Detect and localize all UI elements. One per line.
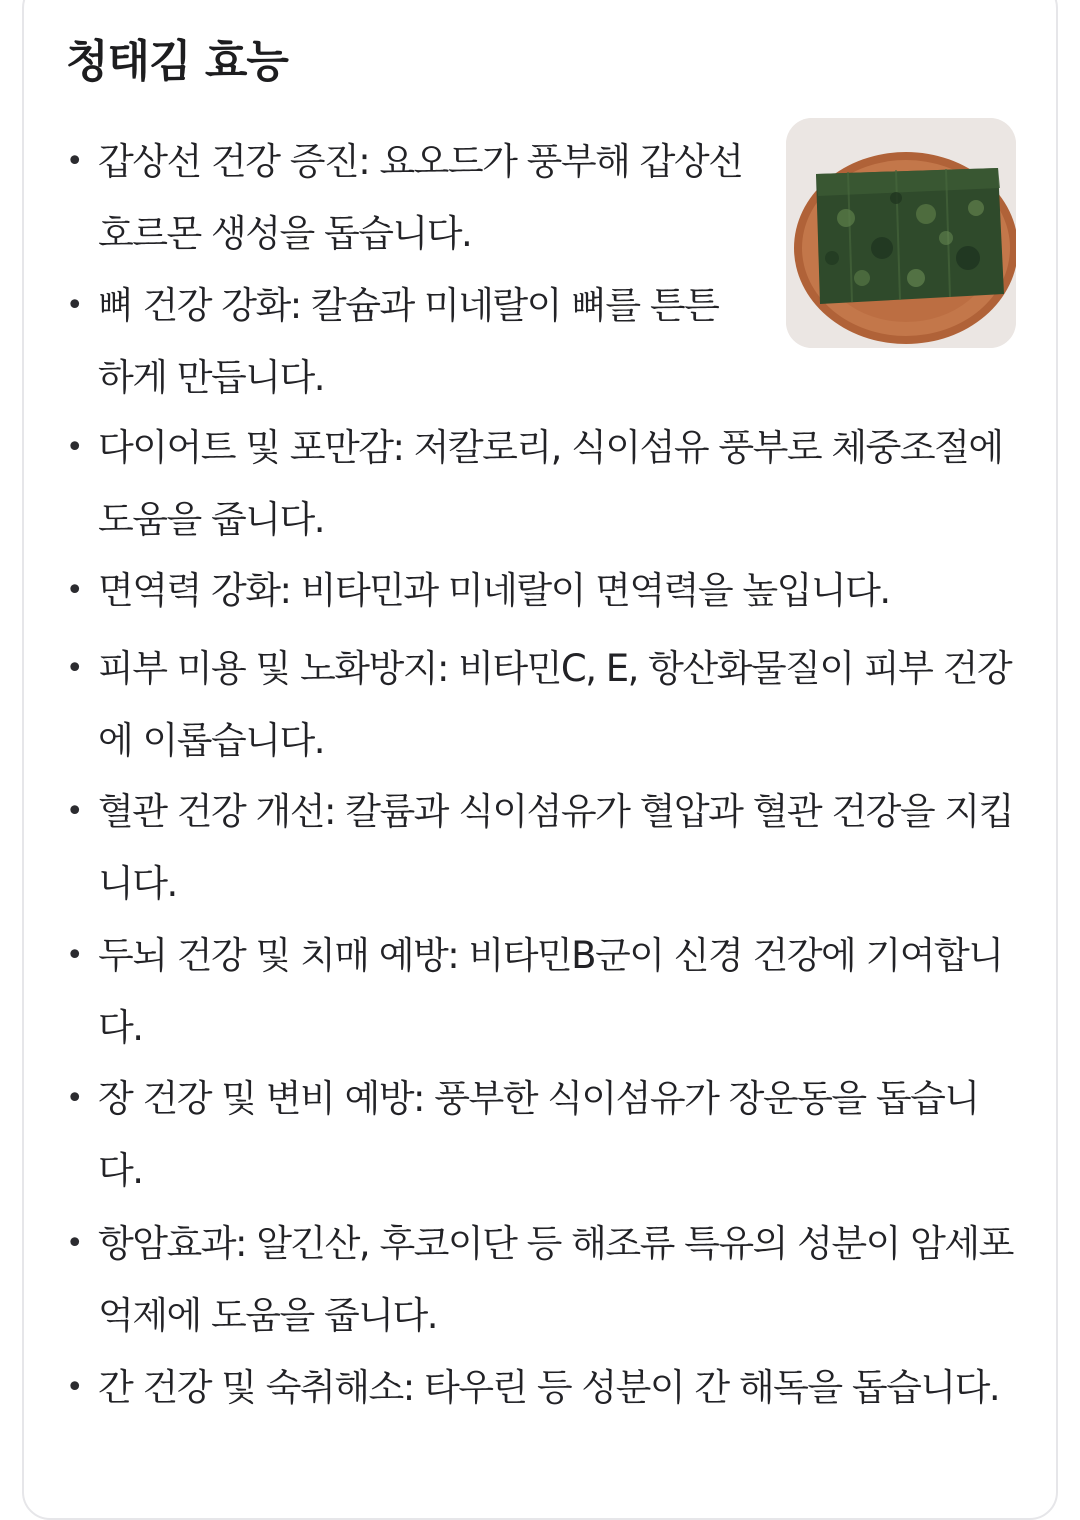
bullet-icon: • xyxy=(65,794,83,829)
benefit-text: 갑상선 건강 증진: 요오드가 풍부해 갑상선 호르몬 생성을 돕습니다. xyxy=(98,140,743,255)
benefit-text: 간 건강 및 숙취해소: 타우린 등 성분이 간 해독을 돕습니다. xyxy=(98,1366,1000,1409)
seaweed-thumbnail[interactable] xyxy=(786,118,1016,348)
bullet-icon: • xyxy=(65,573,83,608)
benefit-text: 피부 미용 및 노화방지: 비타민C, E, 항산화물질이 피부 건강에 이롭습니다. xyxy=(98,647,1012,762)
bullet-icon: • xyxy=(65,288,83,323)
bullet-icon: • xyxy=(65,430,83,465)
bullet-icon: • xyxy=(65,1370,83,1405)
bullet-icon: • xyxy=(65,1081,83,1116)
bullet-icon: • xyxy=(65,938,83,973)
bullet-icon: • xyxy=(65,1226,83,1261)
benefit-text: 두뇌 건강 및 치매 예방: 비타민B군이 신경 건강에 기여합니다. xyxy=(98,934,1003,1049)
section-title: 청태김 효능 xyxy=(66,36,288,87)
benefit-text: 면역력 강화: 비타민과 미네랄이 면역력을 높입니다. xyxy=(98,569,890,612)
benefit-text: 뼈 건강 강화: 칼슘과 미네랄이 뼈를 튼튼하게 만듭니다. xyxy=(98,284,719,399)
benefit-text: 혈관 건강 개선: 칼륨과 식이섬유가 혈압과 혈관 건강을 지킵니다. xyxy=(98,790,1013,905)
benefit-text: 장 건강 및 변비 예방: 풍부한 식이섬유가 장운동을 돕습니다. xyxy=(98,1077,979,1192)
bullet-icon: • xyxy=(65,144,83,179)
seaweed-on-plate-image xyxy=(786,118,1016,348)
bullet-icon: • xyxy=(65,651,83,686)
benefit-text: 다이어트 및 포만감: 저칼로리, 식이섬유 풍부로 체중조절에 도움을 줍니다. xyxy=(98,426,1003,541)
benefit-text: 항암효과: 알긴산, 후코이단 등 해조류 특유의 성분이 암세포 억제에 도움을 줍니다. xyxy=(98,1222,1013,1337)
